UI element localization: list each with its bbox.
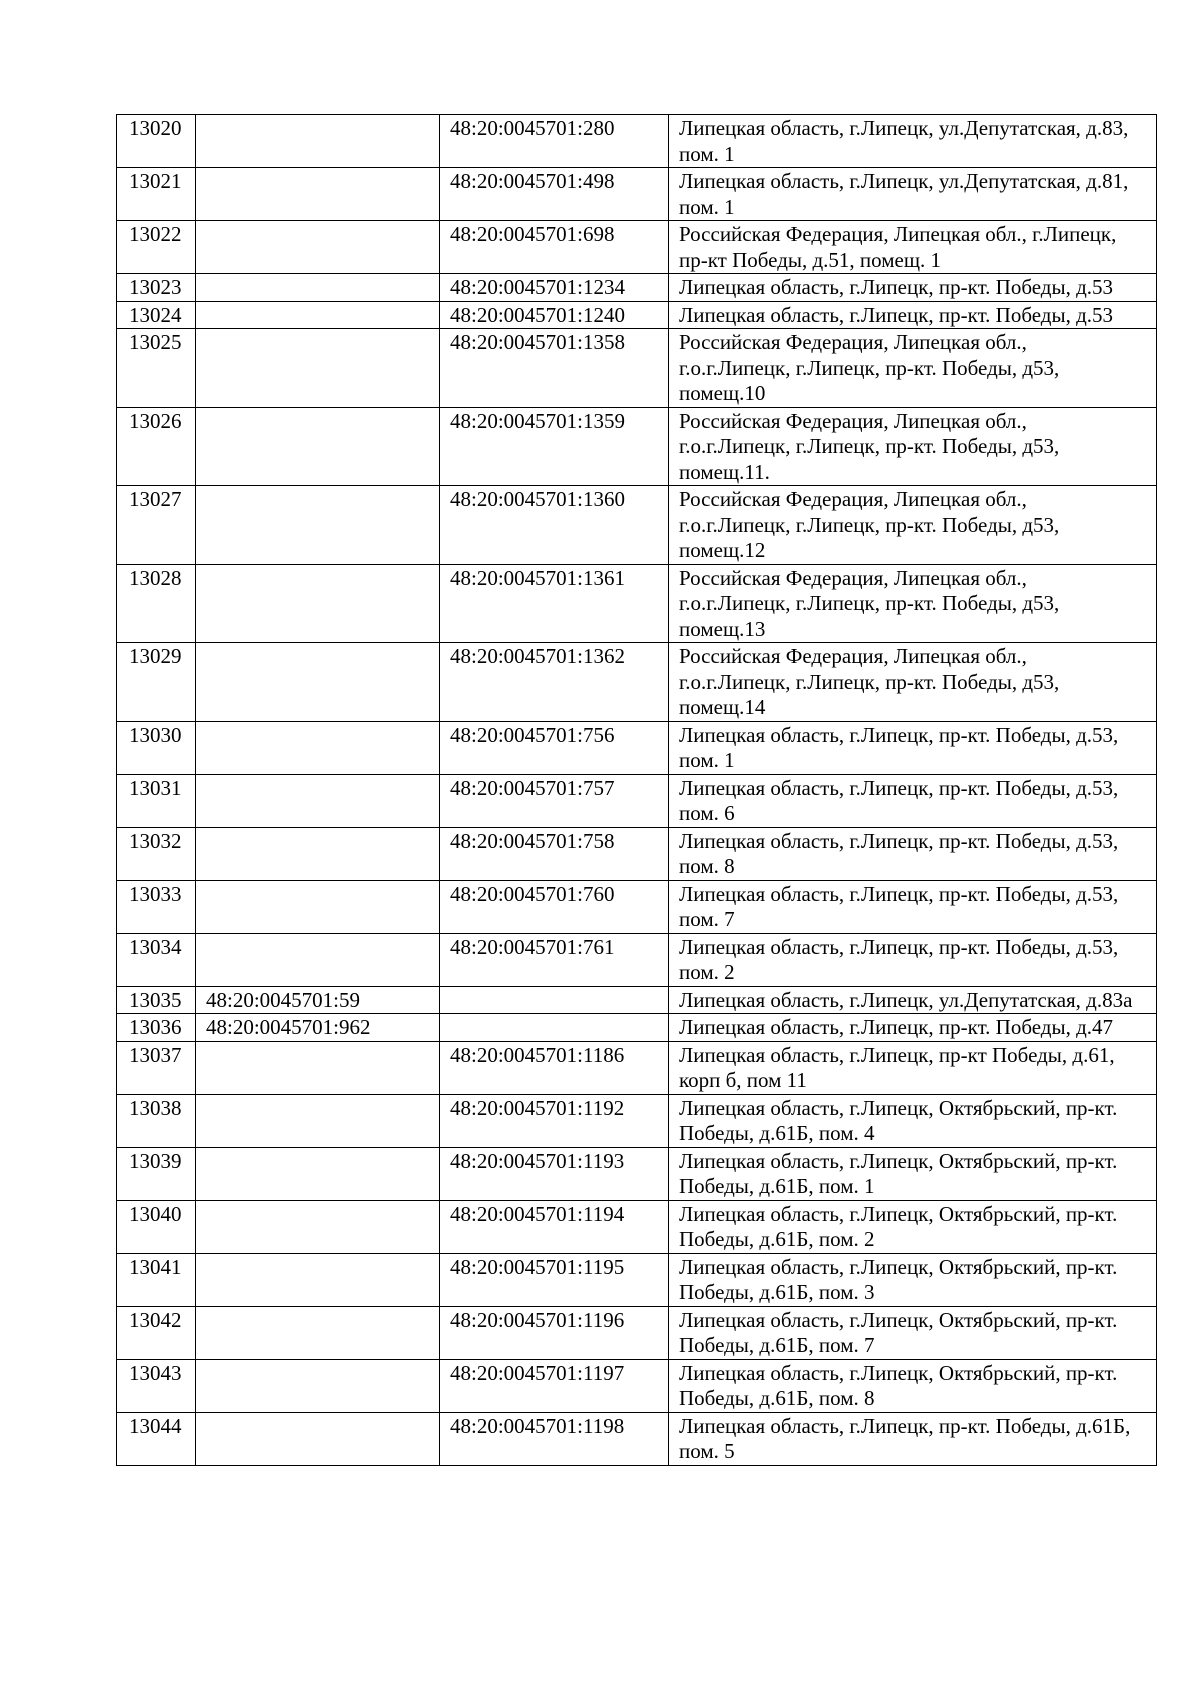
land-parcel-cadastral-cell (196, 1253, 440, 1306)
table-row (117, 221, 1157, 274)
address-cell: Российская Федерация, Липецкая обл., г.Липецк, пр-кт Победы, д.51, помещ. 1 (669, 221, 1157, 274)
table-row (117, 1147, 1157, 1200)
address-cell: Российская Федерация, Липецкая обл., г.о.г.Липецк, г.Липецк, пр-кт. Победы, д53, помещ.10 (669, 329, 1157, 408)
cadastral-number-cell: 48:20:0045701:280 (440, 115, 669, 168)
table-row (117, 1200, 1157, 1253)
table-row (117, 329, 1157, 408)
row-number-cell: 13030 (117, 721, 196, 774)
table-row (117, 986, 1157, 1014)
address-cell: Российская Федерация, Липецкая обл., г.о.г.Липецк, г.Липецк, пр-кт. Победы, д53, помещ.11. (669, 407, 1157, 486)
land-parcel-cadastral-cell (196, 1147, 440, 1200)
address-cell: Липецкая область, г.Липецк, ул.Депутатская, д.81, пом. 1 (669, 168, 1157, 221)
land-parcel-cadastral-cell: 48:20:0045701:59 (196, 986, 440, 1014)
address-cell: Российская Федерация, Липецкая обл., г.о.г.Липецк, г.Липецк, пр-кт. Победы, д53, помещ.14 (669, 643, 1157, 722)
address-cell: Липецкая область, г.Липецк, Октябрьский, пр-кт. Победы, д.61Б, пом. 7 (669, 1306, 1157, 1359)
row-number-cell: 13039 (117, 1147, 196, 1200)
table-body (117, 115, 1157, 1466)
row-number-cell: 13024 (117, 301, 196, 329)
row-number-cell: 13027 (117, 486, 196, 565)
cadastral-number-cell: 48:20:0045701:756 (440, 721, 669, 774)
address-cell: Липецкая область, г.Липецк, пр-кт. Победы, д.53, пом. 2 (669, 933, 1157, 986)
row-number-cell: 13025 (117, 329, 196, 408)
land-parcel-cadastral-cell (196, 880, 440, 933)
address-cell: Липецкая область, г.Липецк, Октябрьский, пр-кт. Победы, д.61Б, пом. 4 (669, 1094, 1157, 1147)
land-parcel-cadastral-cell (196, 407, 440, 486)
table-row (117, 407, 1157, 486)
table-row (117, 1306, 1157, 1359)
land-parcel-cadastral-cell (196, 1041, 440, 1094)
address-cell: Липецкая область, г.Липецк, пр-кт. Победы, д.61Б, пом. 5 (669, 1412, 1157, 1465)
address-cell: Липецкая область, г.Липецк, ул.Депутатская, д.83, пом. 1 (669, 115, 1157, 168)
address-cell: Липецкая область, г.Липецк, пр-кт. Победы, д.53, пом. 1 (669, 721, 1157, 774)
table-row (117, 721, 1157, 774)
cadastral-number-cell: 48:20:0045701:1195 (440, 1253, 669, 1306)
cadastral-number-cell: 48:20:0045701:1234 (440, 274, 669, 302)
land-parcel-cadastral-cell: 48:20:0045701:962 (196, 1014, 440, 1042)
cadastral-number-cell: 48:20:0045701:1198 (440, 1412, 669, 1465)
land-parcel-cadastral-cell (196, 1094, 440, 1147)
address-cell: Липецкая область, г.Липецк, Октябрьский, пр-кт. Победы, д.61Б, пом. 2 (669, 1200, 1157, 1253)
cadastral-number-cell: 48:20:0045701:1359 (440, 407, 669, 486)
row-number-cell: 13032 (117, 827, 196, 880)
cadastral-number-cell: 48:20:0045701:1193 (440, 1147, 669, 1200)
address-cell: Липецкая область, г.Липецк, пр-кт. Победы, д.53, пом. 7 (669, 880, 1157, 933)
table-row (117, 274, 1157, 302)
table-row (117, 115, 1157, 168)
address-cell: Липецкая область, г.Липецк, пр-кт. Победы, д.53, пом. 6 (669, 774, 1157, 827)
land-parcel-cadastral-cell (196, 643, 440, 722)
row-number-cell: 13022 (117, 221, 196, 274)
row-number-cell: 13023 (117, 274, 196, 302)
cadastral-number-cell (440, 1014, 669, 1042)
table-row (117, 643, 1157, 722)
row-number-cell: 13029 (117, 643, 196, 722)
land-parcel-cadastral-cell (196, 486, 440, 565)
land-parcel-cadastral-cell (196, 564, 440, 643)
table-row (117, 1094, 1157, 1147)
row-number-cell: 13026 (117, 407, 196, 486)
table-row (117, 168, 1157, 221)
cadastral-number-cell: 48:20:0045701:1360 (440, 486, 669, 565)
cadastral-number-cell: 48:20:0045701:760 (440, 880, 669, 933)
row-number-cell: 13038 (117, 1094, 196, 1147)
cadastral-number-cell: 48:20:0045701:757 (440, 774, 669, 827)
property-registry-table (116, 114, 1157, 1466)
row-number-cell: 13037 (117, 1041, 196, 1094)
land-parcel-cadastral-cell (196, 274, 440, 302)
address-cell: Российская Федерация, Липецкая обл., г.о.г.Липецк, г.Липецк, пр-кт. Победы, д53, помещ.12 (669, 486, 1157, 565)
land-parcel-cadastral-cell (196, 933, 440, 986)
row-number-cell: 13042 (117, 1306, 196, 1359)
land-parcel-cadastral-cell (196, 168, 440, 221)
row-number-cell: 13036 (117, 1014, 196, 1042)
row-number-cell: 13040 (117, 1200, 196, 1253)
table-row (117, 1412, 1157, 1465)
address-cell: Липецкая область, г.Липецк, Октябрьский, пр-кт. Победы, д.61Б, пом. 3 (669, 1253, 1157, 1306)
address-cell: Липецкая область, г.Липецк, пр-кт. Победы, д.53 (669, 274, 1157, 302)
cadastral-number-cell (440, 986, 669, 1014)
address-cell: Липецкая область, г.Липецк, пр-кт. Победы, д.53, пом. 8 (669, 827, 1157, 880)
row-number-cell: 13021 (117, 168, 196, 221)
land-parcel-cadastral-cell (196, 221, 440, 274)
address-cell: Липецкая область, г.Липецк, пр-кт Победы, д.61, корп б, пом 11 (669, 1041, 1157, 1094)
address-cell: Российская Федерация, Липецкая обл., г.о.г.Липецк, г.Липецк, пр-кт. Победы, д53, помещ.13 (669, 564, 1157, 643)
row-number-cell: 13041 (117, 1253, 196, 1306)
table-row (117, 774, 1157, 827)
cadastral-number-cell: 48:20:0045701:1358 (440, 329, 669, 408)
table-row (117, 564, 1157, 643)
cadastral-number-cell: 48:20:0045701:1361 (440, 564, 669, 643)
row-number-cell: 13034 (117, 933, 196, 986)
row-number-cell: 13033 (117, 880, 196, 933)
table-row (117, 1041, 1157, 1094)
table-row (117, 933, 1157, 986)
land-parcel-cadastral-cell (196, 1306, 440, 1359)
land-parcel-cadastral-cell (196, 1412, 440, 1465)
address-cell: Липецкая область, г.Липецк, ул.Депутатская, д.83а (669, 986, 1157, 1014)
land-parcel-cadastral-cell (196, 301, 440, 329)
cadastral-number-cell: 48:20:0045701:1186 (440, 1041, 669, 1094)
land-parcel-cadastral-cell (196, 721, 440, 774)
land-parcel-cadastral-cell (196, 1200, 440, 1253)
cadastral-number-cell: 48:20:0045701:761 (440, 933, 669, 986)
address-cell: Липецкая область, г.Липецк, Октябрьский, пр-кт. Победы, д.61Б, пом. 1 (669, 1147, 1157, 1200)
cadastral-number-cell: 48:20:0045701:1197 (440, 1359, 669, 1412)
address-cell: Липецкая область, г.Липецк, Октябрьский, пр-кт. Победы, д.61Б, пом. 8 (669, 1359, 1157, 1412)
land-parcel-cadastral-cell (196, 115, 440, 168)
cadastral-number-cell: 48:20:0045701:1362 (440, 643, 669, 722)
table-row (117, 1359, 1157, 1412)
row-number-cell: 13044 (117, 1412, 196, 1465)
land-parcel-cadastral-cell (196, 329, 440, 408)
table-row (117, 486, 1157, 565)
cadastral-number-cell: 48:20:0045701:758 (440, 827, 669, 880)
address-cell: Липецкая область, г.Липецк, пр-кт. Победы, д.53 (669, 301, 1157, 329)
table-row (117, 827, 1157, 880)
cadastral-number-cell: 48:20:0045701:1192 (440, 1094, 669, 1147)
land-parcel-cadastral-cell (196, 774, 440, 827)
table-row (117, 880, 1157, 933)
cadastral-number-cell: 48:20:0045701:1194 (440, 1200, 669, 1253)
table-row (117, 1014, 1157, 1042)
address-cell: Липецкая область, г.Липецк, пр-кт. Победы, д.47 (669, 1014, 1157, 1042)
row-number-cell: 13043 (117, 1359, 196, 1412)
land-parcel-cadastral-cell (196, 1359, 440, 1412)
table-row (117, 301, 1157, 329)
cadastral-number-cell: 48:20:0045701:498 (440, 168, 669, 221)
row-number-cell: 13020 (117, 115, 196, 168)
land-parcel-cadastral-cell (196, 827, 440, 880)
row-number-cell: 13028 (117, 564, 196, 643)
cadastral-number-cell: 48:20:0045701:1196 (440, 1306, 669, 1359)
cadastral-number-cell: 48:20:0045701:698 (440, 221, 669, 274)
row-number-cell: 13031 (117, 774, 196, 827)
row-number-cell: 13035 (117, 986, 196, 1014)
cadastral-number-cell: 48:20:0045701:1240 (440, 301, 669, 329)
table-row (117, 1253, 1157, 1306)
